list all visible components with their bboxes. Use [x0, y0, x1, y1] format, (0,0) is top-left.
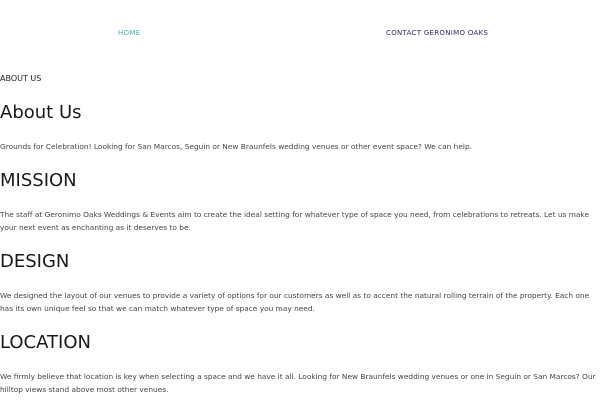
page-title: About Us: [0, 102, 82, 123]
mission-text: The staff at Geronimo Oaks Weddings & Events aim to create the ideal setting for whatever type of space you need, from celebrations to retreats. Let us make your next event as enchanting as it deserves to be.: [0, 210, 589, 232]
design-heading: DESIGN: [0, 251, 70, 272]
location-text: We firmly believe that location is key when selecting a space and we have it all. Looking for New Braunfels wedding venues or one in Seguin or San Marcos? Our hilltop views stand above most other venues.: [0, 372, 596, 394]
location-heading: LOCATION: [0, 332, 91, 353]
intro-text: Grounds for Celebration! Looking for San Marcos, Seguin or New Braunfels wedding venues or other event space? We can help.: [0, 142, 472, 151]
breadcrumb: ABOUT US: [0, 74, 42, 83]
main-nav: [0, 29, 600, 41]
nav-home-link[interactable]: HOME: [118, 29, 141, 37]
design-text: We designed the layout of our venues to provide a variety of options for our customers as well as to accent the natural rolling terrain of the property. Each one has its own unique feel so that we can match whatever type of space you may need.: [0, 291, 590, 313]
nav-contact-link[interactable]: CONTACT GERONIMO OAKS: [386, 29, 489, 37]
mission-heading: MISSION: [0, 170, 77, 191]
